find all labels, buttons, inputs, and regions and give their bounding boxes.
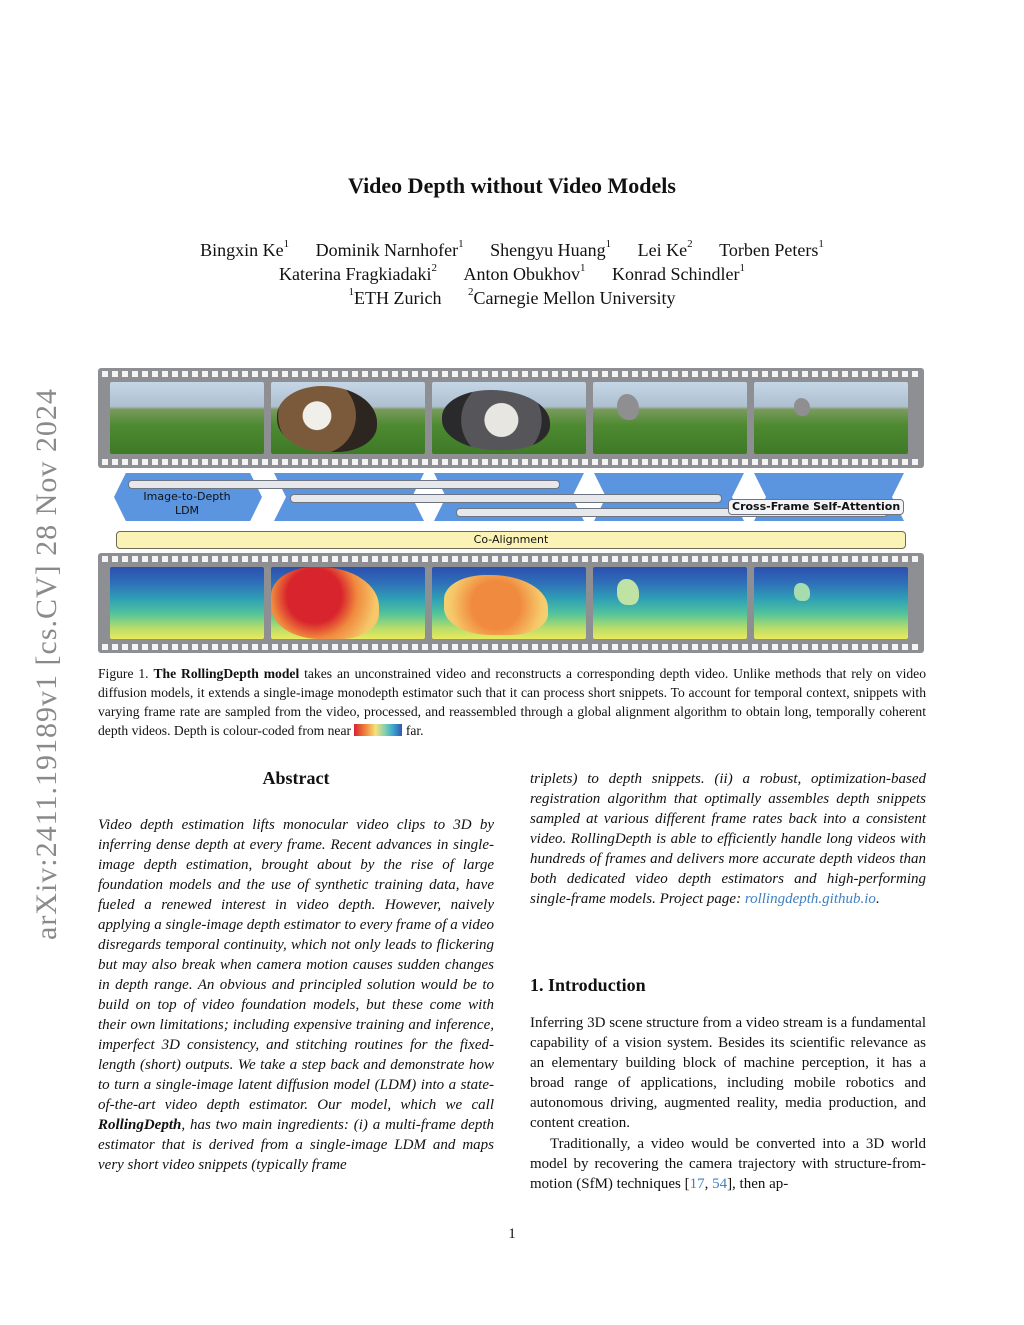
depth-frame-image: [432, 567, 586, 639]
citation-link[interactable]: 17: [689, 1176, 705, 1192]
snippet-bar: [128, 480, 560, 489]
abstract-heading: Abstract: [262, 768, 330, 788]
depth-frame-image: [593, 567, 747, 639]
near-depth-region: [617, 579, 639, 605]
video-frame-image: [593, 382, 747, 454]
author: Shengyu Huang$^1$: [490, 238, 612, 260]
abstract-continuation: triplets) to depth snippets. (ii) a robust, optimization-based registration algorithm that optimally assembles depth snippets sampled at various different frame rates back into a consistent video. RollingDepth is able to efficiently handle long videos with hundreds of frames and delivers more accurate depth videos than both dedicated video depth estimators and high-performing single-frame models. Project page: rollingdepth.github.io.: [530, 771, 926, 907]
intro-paragraph: Inferring 3D scene structure from a video stream is a fundamental capability of a vision system. Besides its scientific relevance as an elementary building block of machine perception, it has a broad range of applications, including mobile robotics and autonomous driving, augmented reality, media production, and content creation.: [530, 1015, 926, 1131]
author: Bingxin Ke$^1$: [200, 238, 290, 260]
affiliation: $^1$ETH Zurich: [348, 286, 442, 308]
dog-image: [442, 390, 550, 450]
co-alignment-bar: [116, 531, 906, 549]
figure-caption: Figure 1. The RollingDepth model takes an unconstrained video and reconstructs a corresponding depth video. Unlike methods that rely on video diffusion models, it extends a single-image monodepth estimator such that it can process short snippets. To account for temporal context, snippets with varying frame rate are sampled from the video, processed, and reassembled through a global alignment algorithm to obtain long, temporally coherent depth videos. Depth is colour-coded from near far.: [98, 666, 926, 738]
film-perforations: [102, 459, 920, 465]
introduction-heading: 1. Introduction: [530, 975, 646, 995]
author: Dominik Narnhofer$^1$: [315, 238, 464, 260]
page-number: 1: [508, 1226, 516, 1242]
arxiv-side-stamp: arXiv:2411.19189v1 [cs.CV] 28 Nov 2024: [30, 388, 63, 940]
near-depth-region: [444, 575, 548, 635]
author: Katerina Fragkiadaki$^2$: [279, 262, 437, 284]
intro-paragraph: Traditionally, a video would be converted into a 3D world model by recovering the camera trajectory with structure-from-motion (SfM) techniques [17, 54], then ap-: [530, 1136, 926, 1192]
image-to-depth-label: Image-to-Depth LDM: [143, 490, 231, 517]
video-frame-image: [754, 382, 908, 454]
depth-film-strip: [98, 553, 924, 653]
author: Torben Peters$^1$: [719, 238, 824, 260]
depth-frame-image: [110, 567, 264, 639]
paper-title: Video Depth without Video Models: [348, 173, 676, 198]
depth-colorbar: [354, 724, 402, 736]
citation-link[interactable]: 54: [712, 1176, 728, 1192]
author: Anton Obukhov$^1$: [463, 262, 586, 284]
author-line-1: [0, 240, 1024, 261]
video-frame-image: [271, 382, 425, 454]
author: Konrad Schindler$^1$: [611, 262, 745, 284]
project-page-link[interactable]: rollingdepth.github.io: [744, 891, 876, 907]
depth-frame-image: [271, 567, 425, 639]
abstract-body: Video depth estimation lifts monocular video clips to 3D by inferring dense depth at every frame. Recent advances in single-image depth estimation, brought about by the rise of large foundation models and the use of synthetic training data, have fueled a renewed interest in video depth. However, naively applying a single-image depth estimator to every frame of a video disregards temporal continuity, which not only leads to flickering but may also break when camera motion causes sudden changes in depth range. An obvious and principled solution would be to build on top of video foundation models, but these come with their own limitations; including expensive training and inference, imperfect 3D consistency, and stitching routines for the fixed-length (short) outputs. We take a step back and demonstrate how to turn a single-image latent diffusion model (LDM) into a state-of-the-art video depth estimator. Our model, which we call RollingDepth, has two main ingredients: (i) a multi-frame depth estimator that is derived from a single-image LDM and maps very short video snippets (typically frame: [98, 817, 494, 1173]
depth-frame-image: [754, 567, 908, 639]
film-perforations: [102, 556, 920, 562]
snippet-bar: [290, 494, 722, 503]
affiliation: $^2$Carnegie Mellon University: [468, 286, 676, 308]
cross-frame-attention-label: Cross-Frame Self-Attention: [728, 499, 904, 515]
author-line-2: [0, 264, 1024, 285]
film-perforations: [102, 371, 920, 377]
figure-1: [98, 368, 924, 658]
co-alignment-label: Co-Alignment: [473, 533, 549, 546]
rgb-film-strip: [98, 368, 924, 468]
author: Lei Ke$^2$: [637, 238, 693, 260]
dog-image: [794, 398, 810, 416]
film-perforations: [102, 644, 920, 650]
near-depth-region: [271, 567, 379, 639]
near-depth-region: [794, 583, 810, 601]
video-frame-image: [110, 382, 264, 454]
video-frame-image: [432, 382, 586, 454]
affiliations-line: [0, 288, 1024, 309]
dog-image: [617, 394, 639, 420]
dog-image: [277, 386, 377, 452]
